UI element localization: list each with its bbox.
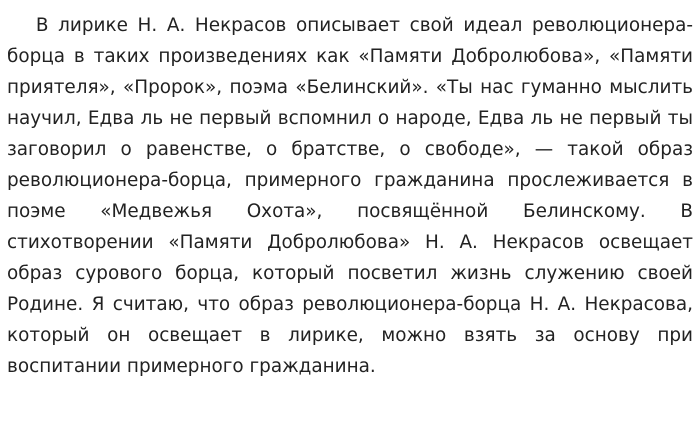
text-line-6: революционера-борца, примерного гражданина прослеживается в: [7, 170, 693, 191]
text-line-3: приятеля», «Пророк», поэма «Белинский». «Ты нас гуманно мыслить: [7, 77, 693, 98]
text-line-11: который он освещает в лирике, можно взять за основу при: [7, 325, 693, 346]
essay-paragraph: [7, 10, 693, 382]
text-line-9: образ сурового борца, который посветил жизнь служению своей: [7, 263, 693, 284]
text-line-5: заговорил о равенстве, о братстве, о свободе», — такой образ: [7, 139, 693, 160]
text-line-1: В лирике Н. А. Некрасов описывает свой идеал революционера-: [7, 15, 693, 36]
text-line-12: воспитании примерного гражданина.: [7, 356, 376, 377]
text-line-4: научил, Едва ль не первый вспомнил о народе, Едва ль не первый ты: [7, 108, 693, 129]
text-line-8: стихотворении «Памяти Добролюбова» Н. А. Некрасов освещает: [7, 232, 693, 253]
text-line-10: Родине. Я считаю, что образ революционера-борца Н. А. Некрасова,: [7, 294, 693, 315]
text-line-7: поэме «Медвежья Охота», посвящённой Белинскому. В: [7, 201, 693, 222]
text-line-2: борца в таких произведениях как «Памяти Добролюбова», «Памяти: [7, 46, 693, 67]
